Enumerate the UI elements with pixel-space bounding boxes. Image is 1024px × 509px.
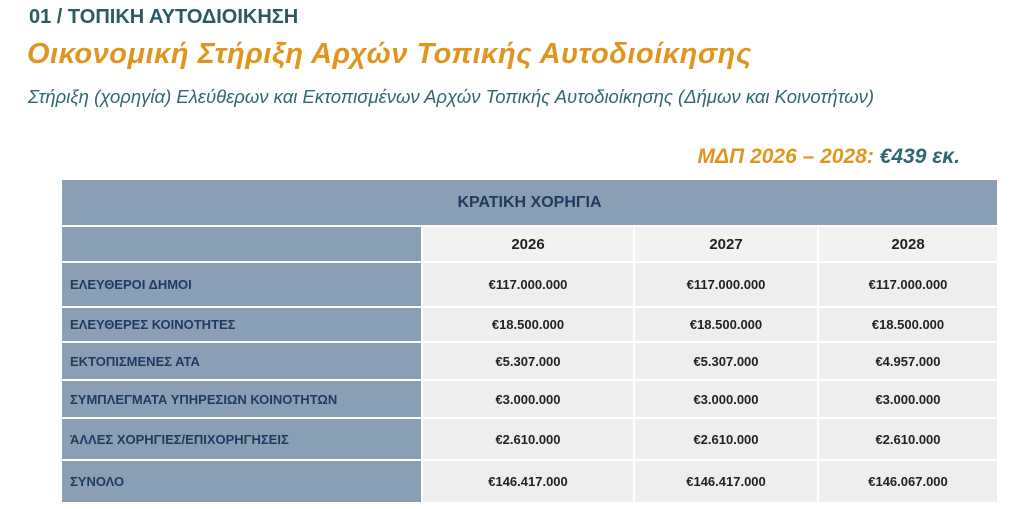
table-cell: €18.500.000 bbox=[818, 307, 997, 342]
section-label: 01 / ΤΟΠΙΚΗ ΑΥΤΟΔΙΟΙΚΗΣΗ bbox=[29, 6, 299, 28]
row-label: ΆΛΛΕΣ ΧΟΡΗΓΙΕΣ/ΕΠΙΧΟΡΗΓΗΣΕΙΣ bbox=[62, 418, 422, 460]
grant-table bbox=[62, 180, 997, 502]
table-cell: €117.000.000 bbox=[422, 262, 634, 307]
table-cell: €146.067.000 bbox=[818, 460, 997, 502]
year-header: 2026 bbox=[422, 226, 634, 262]
table-cell: €2.610.000 bbox=[422, 418, 634, 460]
table-row bbox=[62, 380, 997, 418]
table-cell: €5.307.000 bbox=[422, 342, 634, 380]
table-title: ΚΡΑΤΙΚΗ ΧΟΡΗΓΙΑ bbox=[62, 180, 997, 226]
table-cell: €4.957.000 bbox=[818, 342, 997, 380]
mdp-summary bbox=[698, 145, 960, 169]
table-row bbox=[62, 262, 997, 307]
table-row bbox=[62, 418, 997, 460]
table-title-row bbox=[62, 180, 997, 226]
table-row bbox=[62, 342, 997, 380]
table-cell: €18.500.000 bbox=[422, 307, 634, 342]
table-cell: €146.417.000 bbox=[634, 460, 818, 502]
year-header-row bbox=[62, 226, 997, 262]
table-cell: €117.000.000 bbox=[634, 262, 818, 307]
table-row bbox=[62, 460, 997, 502]
year-header: 2028 bbox=[818, 226, 997, 262]
table-cell: €3.000.000 bbox=[634, 380, 818, 418]
year-header: 2027 bbox=[634, 226, 818, 262]
table-cell: €3.000.000 bbox=[818, 380, 997, 418]
table-cell: €3.000.000 bbox=[422, 380, 634, 418]
mdp-value: €439 εκ. bbox=[879, 145, 960, 168]
row-label: ΕΚΤΟΠΙΣΜΕΝΕΣ ΑΤΑ bbox=[62, 342, 422, 380]
table-cell: €5.307.000 bbox=[634, 342, 818, 380]
row-label: ΣΥΜΠΛΕΓΜΑΤΑ ΥΠΗΡΕΣΙΩΝ ΚΟΙΝΟΤΗΤΩΝ bbox=[62, 380, 422, 418]
table-cell: €146.417.000 bbox=[422, 460, 634, 502]
table-row bbox=[62, 307, 997, 342]
page-title: Οικονομική Στήριξη Αρχών Τοπικής Αυτοδιοίκησης bbox=[27, 38, 752, 70]
header-corner bbox=[62, 226, 422, 262]
mdp-label: ΜΔΠ 2026 – 2028: bbox=[697, 145, 874, 168]
row-label: ΕΛΕΥΘΕΡΕΣ ΚΟΙΝΟΤΗΤΕΣ bbox=[62, 307, 422, 342]
page-subtitle: Στήριξη (χορηγία) Ελεύθερων και Εκτοπισμένων Αρχών Τοπικής Αυτοδιοίκησης (Δήμων και Κοινοτήτων) bbox=[28, 86, 875, 107]
table-cell: €117.000.000 bbox=[818, 262, 997, 307]
row-label: ΕΛΕΥΘΕΡΟΙ ΔΗΜΟΙ bbox=[62, 262, 422, 307]
table-cell: €2.610.000 bbox=[818, 418, 997, 460]
table-cell: €18.500.000 bbox=[634, 307, 818, 342]
row-label: ΣΥΝΟΛΟ bbox=[62, 460, 422, 502]
table-cell: €2.610.000 bbox=[634, 418, 818, 460]
